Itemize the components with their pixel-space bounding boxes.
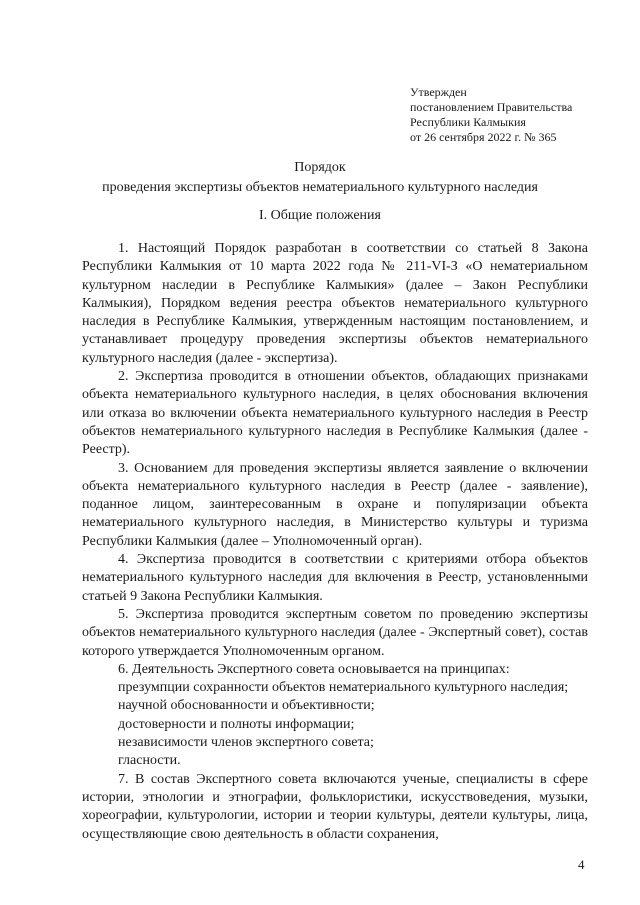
- paragraph-4: 4. Экспертиза проводится в соответствии с критериями отбора объектов нематериального культурного наследия для включения в Реестр, установленными статьей 9 Закона Республики Калмыкия.: [82, 552, 588, 604]
- approval-line: постановлением Правительства: [410, 100, 573, 114]
- paragraph-2: 2. Экспертиза проводится в отношении объектов, обладающих признаками объекта нематериального культурного наследия, в целях обоснования включения или отказа во включении объекта нематериального культурного наследия в Реестр объектов нематериального культурного наследия в Республике Калмыкия (далее - Реестр).: [82, 369, 588, 458]
- paragraph-7: 7. В состав Экспертного совета включаются ученые, специалисты в сфере истории, этнологии и этнографии, фольклористики, искусствоведения, музыки, хореографии, культурологии, истории и теории культуры, деятели культуры, лица, осуществляющие свою деятельность в области сохранения,: [82, 771, 588, 842]
- page-number: 4: [578, 857, 585, 872]
- principle-item: достоверности и полноты информации;: [118, 716, 355, 732]
- principle-item: гласности.: [118, 753, 181, 769]
- approval-line: Республики Калмыкия: [410, 115, 526, 129]
- approval-date-line: от 26 сентября 2022 г. № 365: [410, 130, 557, 144]
- paragraph-6: 6. Деятельность Экспертного совета основывается на принципах:: [118, 661, 510, 677]
- paragraph-1: 1. Настоящий Порядок разработан в соответствии со статьей 8 Закона Республики Калмыкия от 10 марта 2022 года № 211-VI-З «О нематериальном культурном наследии в Республике Калмыкия» (далее – Закон Республики Калмыкия), Порядком ведения реестра объектов нематериального культурного наследия в Республике Калмыкия, утвержденным настоящим постановлением, и устанавливает процедуру проведения экспертизы объектов нематериального культурного наследия (далее - экспертиза).: [82, 241, 588, 366]
- document-title: [0, 158, 640, 198]
- principle-item: независимости членов экспертного совета;: [118, 735, 374, 751]
- principle-item: презумпции сохранности объектов нематериального культурного наследия;: [118, 680, 569, 696]
- section-heading: I. Общие положения: [259, 208, 381, 223]
- document-title-line: Порядок: [294, 160, 346, 175]
- document-body: [82, 240, 588, 844]
- approval-block: [410, 85, 572, 145]
- principle-item: научной обоснованности и объективности;: [118, 698, 375, 714]
- paragraph-5: 5. Экспертиза проводится экспертным советом по проведению экспертизы объектов нематериального культурного наследия (далее - Экспертный совет), состав которого утверждается Уполномоченным органом.: [82, 606, 588, 659]
- approval-line: Утвержден: [410, 85, 467, 99]
- document-subtitle-line: проведения экспертизы объектов нематериального культурного наследия: [102, 180, 538, 195]
- paragraph-3: 3. Основанием для проведения экспертизы является заявление о включении объекта нематериального культурного наследия в Реестр (далее - заявление), поданное лицом, заинтересованным в охране и популяризации объекта нематериального культурного наследия, в Министерство культуры и туризма Республики Калмыкия (далее – Уполномоченный орган).: [82, 460, 588, 549]
